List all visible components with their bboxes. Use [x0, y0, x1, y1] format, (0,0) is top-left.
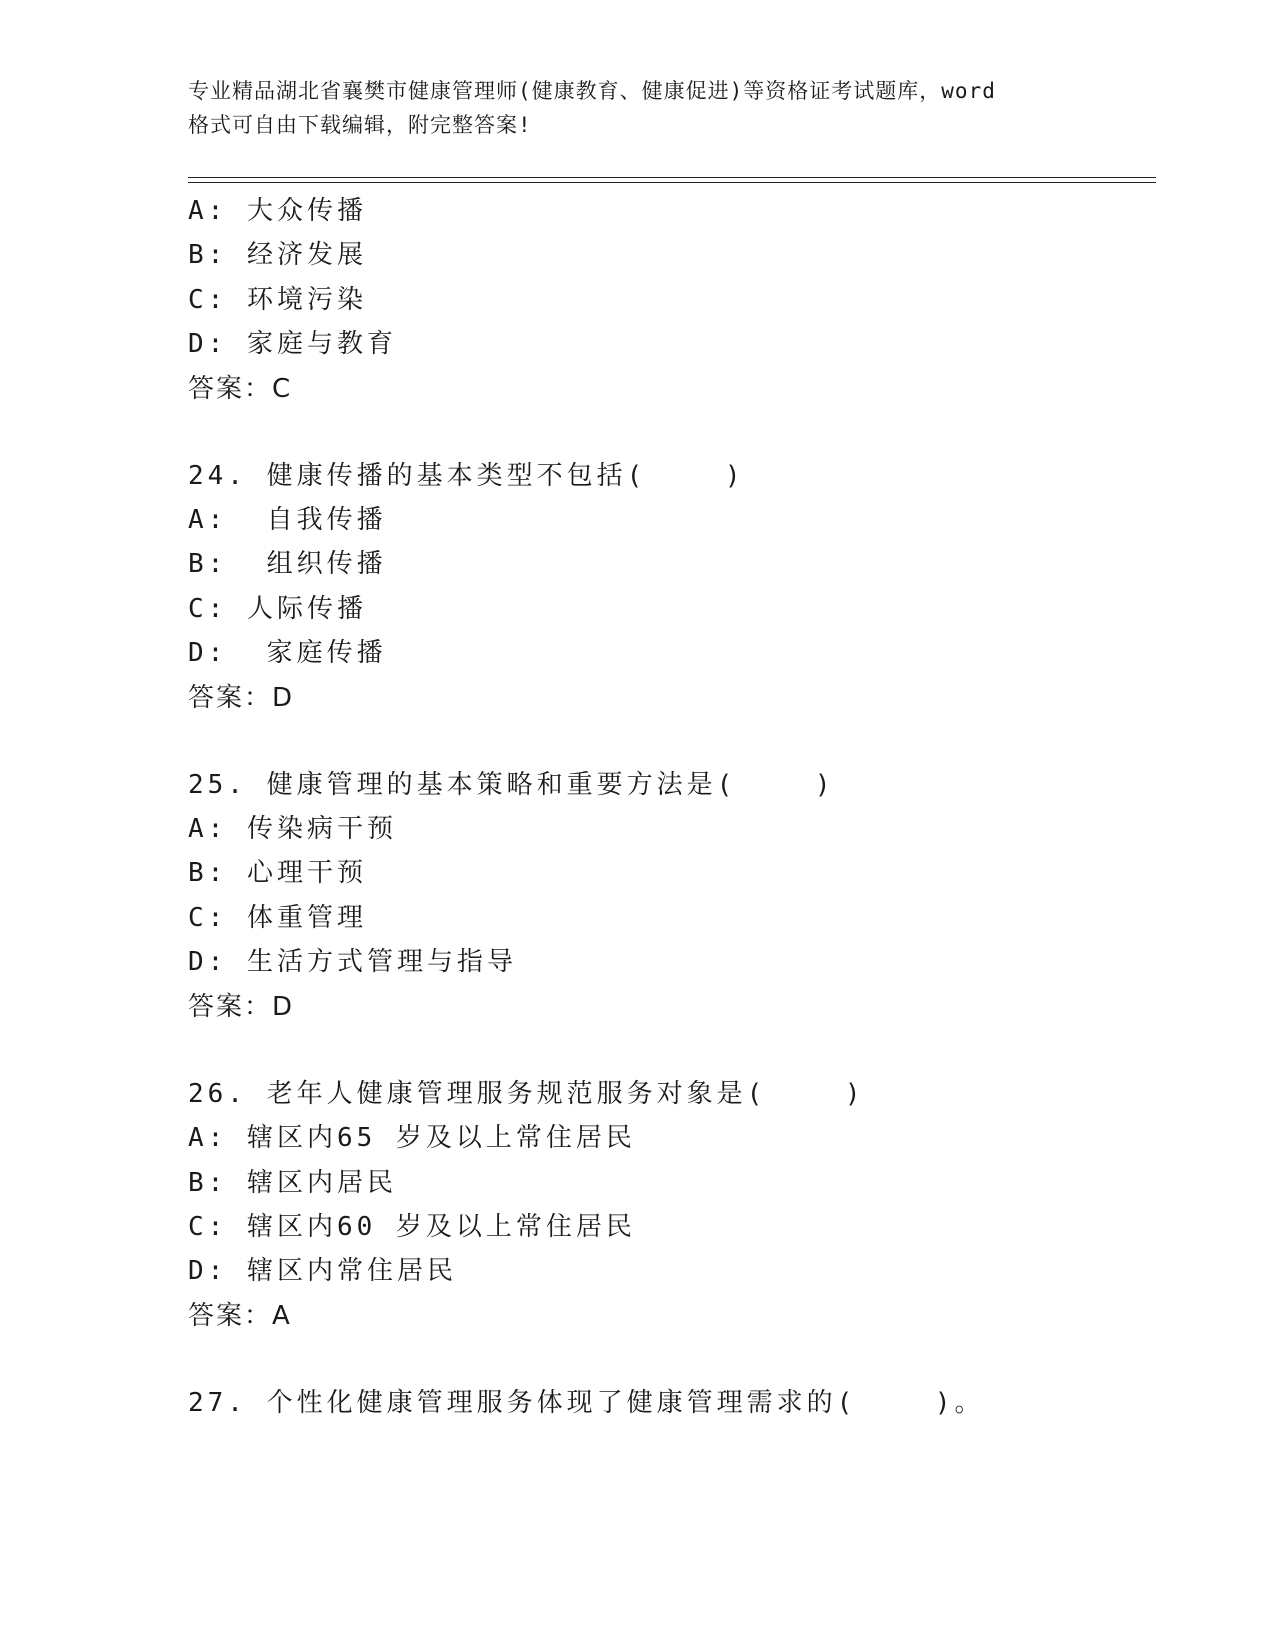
q25-option-b: B: 心理干预 — [188, 858, 367, 888]
q27-stem: 27. 个性化健康管理服务体现了健康管理需求的( )。 — [188, 1388, 985, 1418]
q24-option-b: B: 组织传播 — [188, 549, 387, 579]
q26-option-d: D: 辖区内常住居民 — [188, 1256, 457, 1286]
header-divider-top — [188, 177, 1156, 178]
q23-option-c: C: 环境污染 — [188, 285, 367, 315]
q26-option-b: B: 辖区内居民 — [188, 1168, 397, 1198]
q26-answer: 答案：A — [188, 1301, 292, 1331]
q24-option-c: C: 人际传播 — [188, 594, 367, 624]
q24-option-a: A: 自我传播 — [188, 505, 387, 535]
q25-option-a: A: 传染病干预 — [188, 814, 397, 844]
q24-answer: 答案：D — [188, 683, 295, 713]
q25-option-d: D: 生活方式管理与指导 — [188, 947, 517, 977]
q25-option-c: C: 体重管理 — [188, 903, 367, 933]
q25-stem: 25. 健康管理的基本策略和重要方法是( ) — [188, 770, 835, 800]
q26-stem: 26. 老年人健康管理服务规范服务对象是( ) — [188, 1079, 865, 1109]
q23-option-d: D: 家庭与教育 — [188, 329, 397, 359]
q26-option-c: C: 辖区内60 岁及以上常住居民 — [188, 1212, 636, 1242]
header-line-1: 专业精品湖北省襄樊市健康管理师(健康教育、健康促进)等资格证考试题库，word — [188, 79, 996, 103]
q26-option-a: A: 辖区内65 岁及以上常住居民 — [188, 1123, 636, 1153]
header-divider-bottom — [188, 182, 1156, 183]
document-header — [188, 74, 1088, 142]
q23-answer: 答案：C — [188, 374, 293, 404]
header-line-2: 格式可自由下载编辑，附完整答案! — [188, 113, 532, 137]
q24-stem: 24. 健康传播的基本类型不包括( ) — [188, 461, 745, 491]
q23-option-a: A: 大众传播 — [188, 196, 367, 226]
q24-option-d: D: 家庭传播 — [188, 638, 387, 668]
q23-option-b: B: 经济发展 — [188, 240, 367, 270]
q25-answer: 答案：D — [188, 992, 295, 1022]
